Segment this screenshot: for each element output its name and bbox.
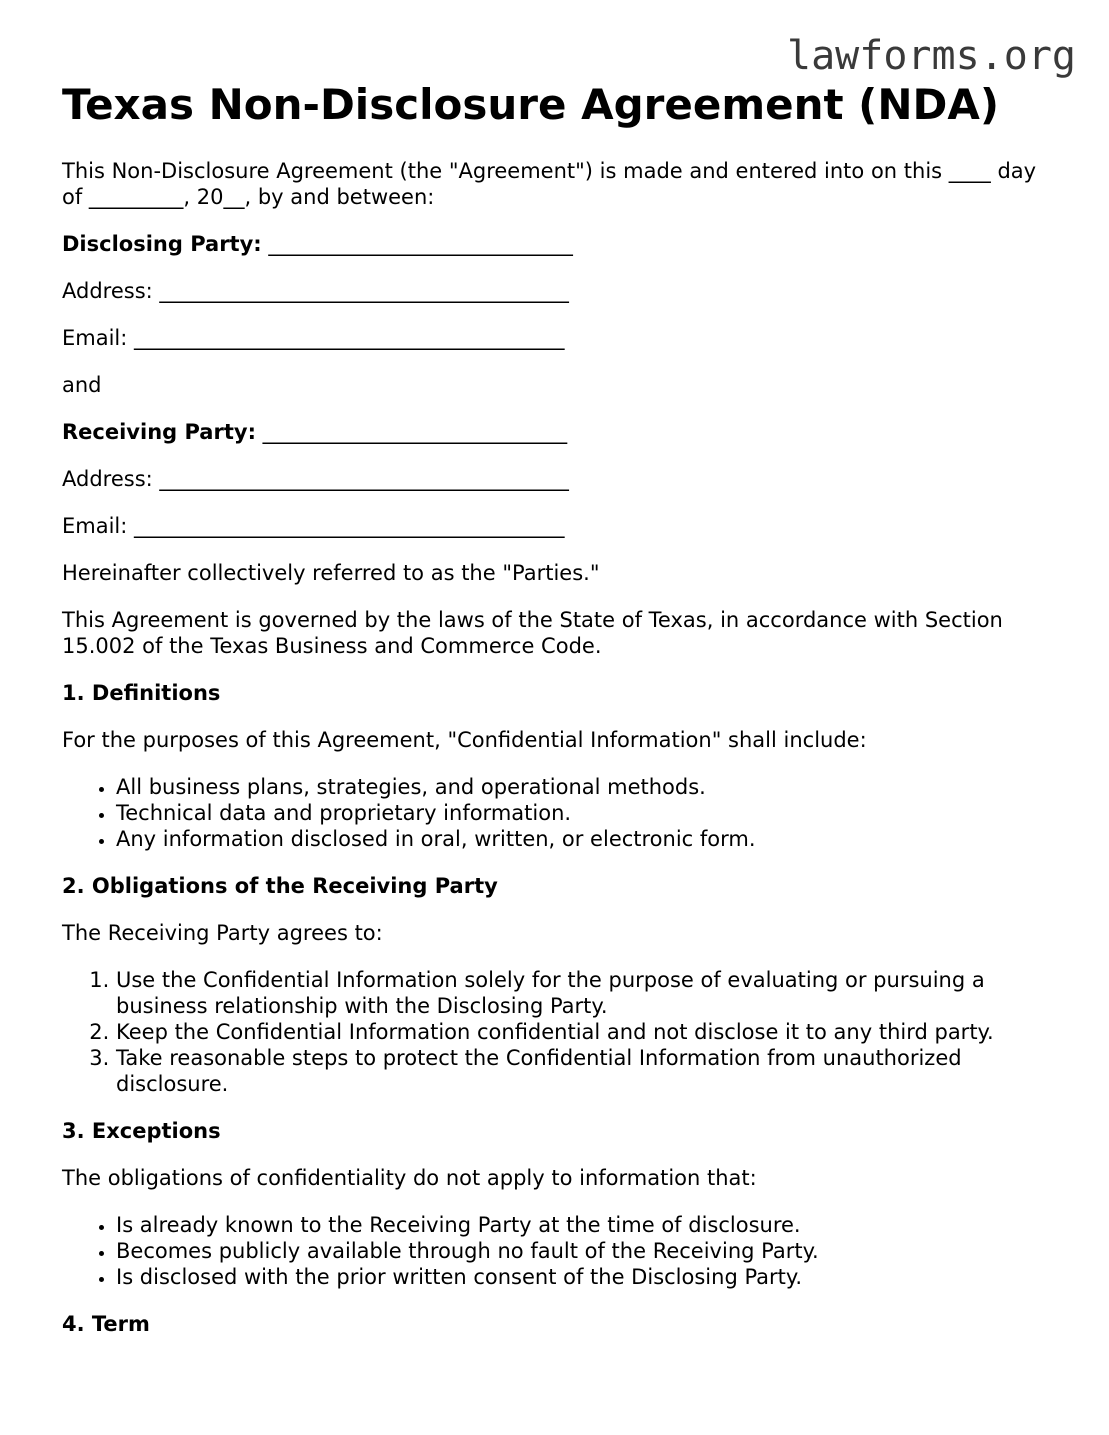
governing-law-paragraph: This Agreement is governed by the laws of the State of Texas, in accordance with Section 15.002 of the Texas Business and Commerce Code.: [62, 608, 1003, 658]
receiving-party-line: [62, 419, 1042, 445]
definitions-list: [62, 774, 1042, 852]
list-item: • Is disclosed with the prior written consent of the Disclosing Party.: [116, 1264, 1042, 1290]
list-item: • Technical data and proprietary information.: [116, 800, 1042, 826]
document-page: [62, 78, 1042, 1358]
term-heading: 4. Term: [62, 1312, 150, 1336]
list-item: • Is already known to the Receiving Party at the time of disclosure.: [116, 1212, 1042, 1238]
receiving-party-label: Receiving Party:: [62, 420, 256, 444]
disclosing-party-line: [62, 231, 1042, 257]
list-item: • All business plans, strategies, and operational methods.: [116, 774, 1042, 800]
list-item: 2. Keep the Confidential Information confidential and not disclose it to any third party.: [116, 1019, 1042, 1045]
disclosing-email-line: Email: _________________________________________: [62, 326, 565, 350]
exceptions-intro: The obligations of confidentiality do not apply to information that:: [62, 1166, 757, 1190]
list-item: • Becomes publicly available through no fault of the Receiving Party.: [116, 1238, 1042, 1264]
exceptions-heading: 3. Exceptions: [62, 1119, 221, 1143]
disclosing-party-blank: _____________________________: [261, 232, 573, 256]
and-text: and: [62, 373, 102, 397]
parties-paragraph: Hereinafter collectively referred to as the "Parties.": [62, 561, 600, 585]
receiving-party-blank: _____________________________: [255, 420, 568, 444]
site-watermark: lawforms.org: [787, 33, 1076, 79]
receiving-email-line: Email: _________________________________________: [62, 514, 565, 538]
definitions-intro: For the purposes of this Agreement, "Confidential Information" shall include:: [62, 728, 867, 752]
document-title: Texas Non-Disclosure Agreement (NDA): [62, 80, 1000, 129]
exceptions-list: [62, 1212, 1042, 1290]
definitions-heading: 1. Definitions: [62, 681, 221, 705]
list-item: 1. Use the Confidential Information solely for the purpose of evaluating or pursuing a business relationship with the Disclosing Party.: [116, 967, 1042, 1019]
intro-paragraph: This Non-Disclosure Agreement (the "Agreement") is made and entered into on this ____ day of _________, 20__, by and between:: [62, 159, 1037, 209]
disclosing-party-label: Disclosing Party:: [62, 232, 262, 256]
obligations-heading: 2. Obligations of the Receiving Party: [62, 874, 498, 898]
obligations-list: [62, 967, 1042, 1097]
receiving-address-line: Address: _______________________________________: [62, 467, 569, 491]
obligations-intro: The Receiving Party agrees to:: [62, 921, 383, 945]
list-item: • Any information disclosed in oral, written, or electronic form.: [116, 826, 1042, 852]
disclosing-address-line: Address: _______________________________________: [62, 279, 569, 303]
list-item: 3. Take reasonable steps to protect the Confidential Information from unauthorized disclosure.: [116, 1045, 1042, 1097]
